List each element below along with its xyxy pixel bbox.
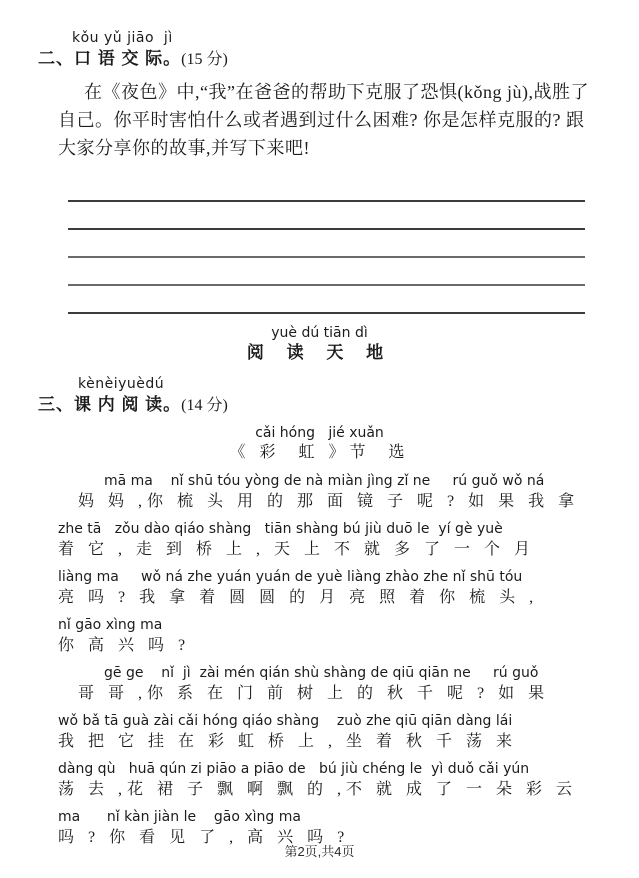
passage-line-pair [58, 472, 601, 514]
passage-line-pair [58, 616, 601, 658]
passage-hanzi-line: 荡 去 ,花 裙 子 飘 啊 飘 的 ,不 就 成 了 一 朵 彩 云 [58, 781, 578, 798]
passage-line-pair [58, 760, 601, 802]
reading-banner [38, 324, 601, 364]
passage-body [58, 472, 601, 850]
passage-hanzi-line: 吗 ? 你 看 见 了 , 高 兴 吗 ? [58, 829, 350, 846]
answer-writing-area [68, 174, 585, 314]
section-reading [38, 376, 601, 850]
paragraph-line: 在《夜色》中,“我”在爸爸的帮助下克服了恐惧(kǒng jù),战胜了 [84, 82, 589, 102]
passage-hanzi-line: 亮 吗 ? 我 拿 着 圆 圆 的 月 亮 照 着 你 梳 头 , [58, 589, 539, 606]
section-reading-heading [38, 393, 601, 418]
section-oral-score: (15 分) [181, 51, 228, 68]
passage-line-pair [58, 520, 601, 562]
paragraph-line: 自己。你平时害怕什么或者遇到过什么困难? 你是怎样克服的? 跟 [58, 110, 585, 130]
section-oral-heading [38, 47, 601, 72]
passage-pinyin-line: gē ge nǐ jì zài mén qián shù shàng de qiū qiān ne rú guǒ [104, 665, 539, 681]
passage-hanzi-line: 你 高 兴 吗 ? [58, 637, 191, 654]
passage-pinyin-line: nǐ gāo xìng ma [58, 617, 163, 633]
writing-line [68, 286, 585, 314]
passage-hanzi-line: 我 把 它 挂 在 彩 虹 桥 上 , 坐 着 秋 千 荡 来 [58, 733, 518, 750]
writing-line [68, 230, 585, 258]
reading-banner-pinyin: yuè dú tiān dì [271, 325, 368, 341]
writing-line [68, 202, 585, 230]
page-footer: 第2页,共4页 [284, 844, 355, 859]
passage-pinyin-line: wǒ bǎ tā guà zài cǎi hóng qiáo shàng zuò zhe qiū qiān dàng lái [58, 713, 513, 729]
passage-line-pair [58, 568, 601, 610]
passage-line-pair [58, 664, 601, 706]
passage-pinyin-line: mā ma nǐ shū tóu yòng de nà miàn jìng zǐ ne rú guǒ wǒ ná [104, 473, 545, 489]
passage-pinyin-line: liàng ma wǒ ná zhe yuán yuán de yuè liàng zhào zhe nǐ shū tóu [58, 569, 523, 585]
passage-title-block [38, 424, 601, 464]
reading-banner-title: 阅 读 天 地 [246, 343, 393, 362]
passage-pinyin-line: zhe tā zǒu dào qiáo shàng tiān shàng bú jiù duō le yí gè yuè [58, 521, 503, 537]
passage-pinyin-line: dàng qù huā qún zi piāo a piāo de bú jiù chéng le yì duǒ cǎi yún [58, 761, 530, 777]
writing-line [68, 174, 585, 202]
passage-line-pair [58, 712, 601, 754]
passage-pinyin-line: ma nǐ kàn jiàn le gāo xìng ma [58, 809, 301, 825]
section-reading-score: (14 分) [181, 397, 228, 414]
writing-line [68, 258, 585, 286]
passage-hanzi-line: 着 它 , 走 到 桥 上 , 天 上 不 就 多 了 一 个 月 [58, 541, 536, 558]
passage-title: 《 彩 虹 》节 选 [229, 444, 410, 461]
passage-hanzi-line: 哥 哥 ,你 系 在 门 前 树 上 的 秋 千 呢 ? 如 果 [78, 685, 550, 702]
oral-prompt-paragraph [58, 78, 603, 162]
section-reading-heading-text: 三、课 内 阅 读。 [38, 395, 182, 414]
section-oral-heading-text: 二、口 语 交 际。 [38, 49, 182, 68]
passage-title-pinyin: cǎi hóng jié xuǎn [255, 425, 384, 441]
paragraph-line: 大家分享你的故事,并写下来吧! [58, 138, 310, 158]
section-reading-pinyin: kènèiyuèdú [78, 376, 165, 392]
section-oral-pinyin: kǒu yǔ jiāo jì [72, 30, 173, 46]
passage-hanzi-line: 妈 妈 ,你 梳 头 用 的 那 面 镜 子 呢 ? 如 果 我 拿 [78, 493, 580, 510]
